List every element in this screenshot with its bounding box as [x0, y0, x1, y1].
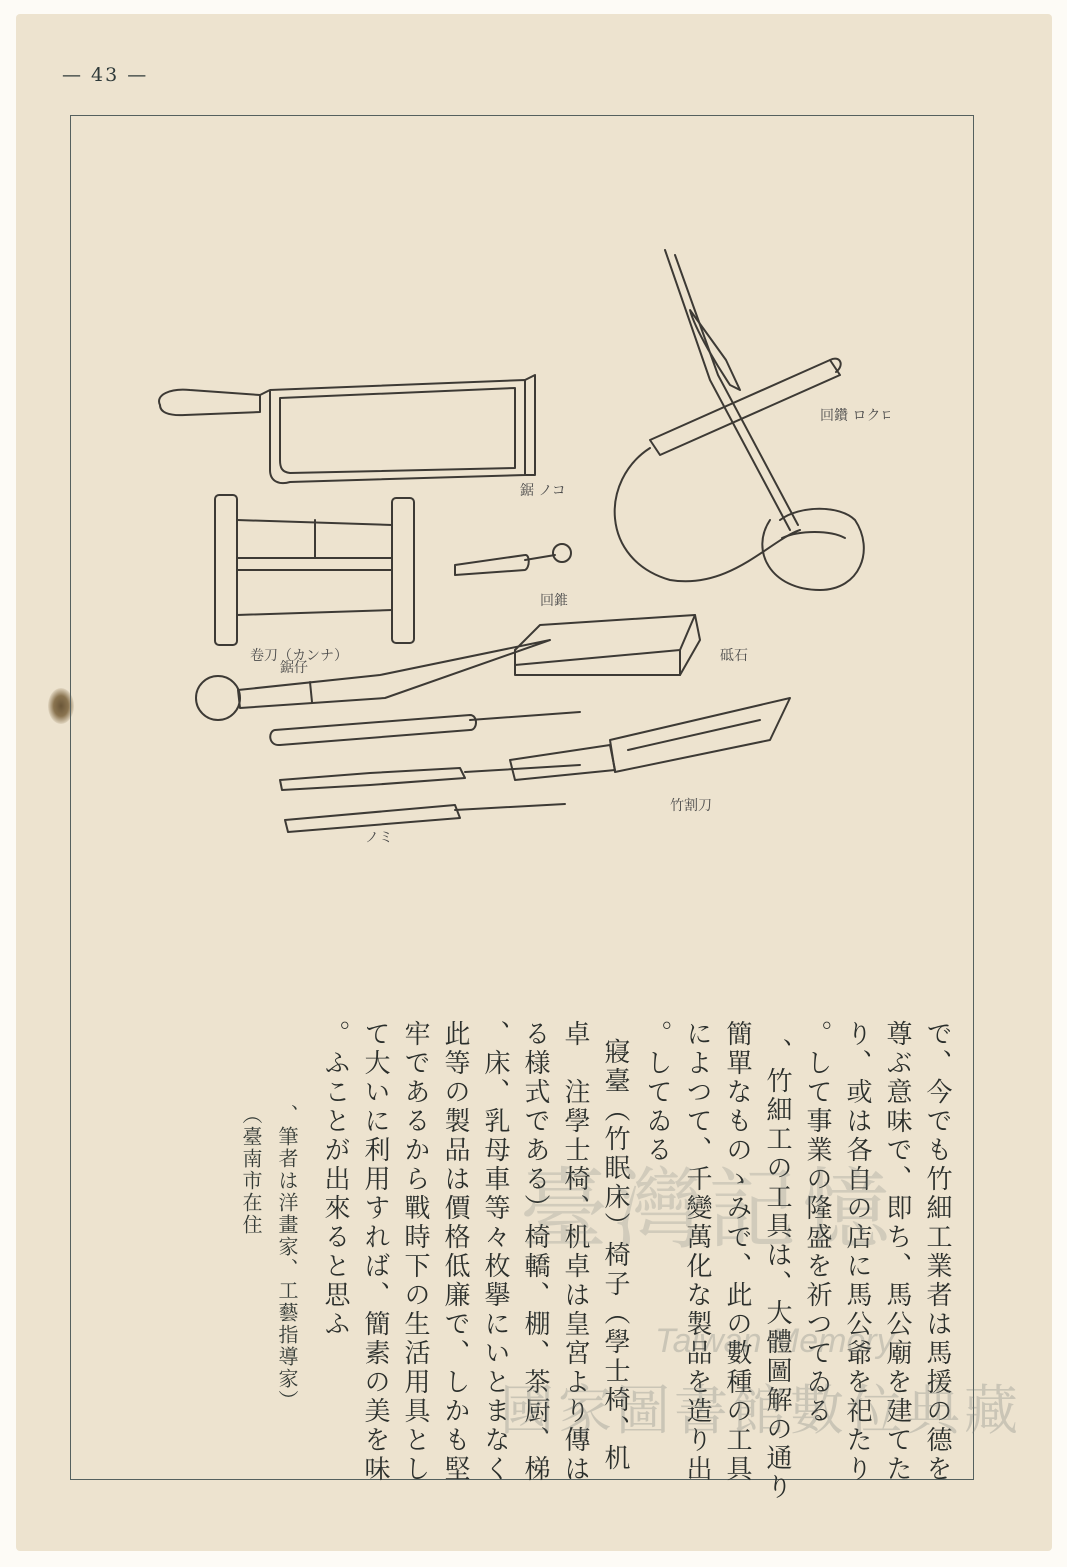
text-column: してゐる。	[642, 1020, 672, 1165]
text-column: して事業の隆盛を祈つてゐる。	[802, 1020, 832, 1426]
author-note: （筆者は洋畫家、工藝指導家、	[275, 1104, 299, 1412]
author-note: 臺南市在住）	[239, 1104, 263, 1236]
whetstone-sketch	[515, 615, 700, 675]
saw-label: 鋸 ノコ	[520, 483, 566, 499]
tool-illustration	[130, 220, 890, 870]
page-number: — 43 —	[62, 64, 149, 86]
watermark-title: 臺灣記憶	[520, 1158, 897, 1261]
text-column: によつて、千變萬化な製品を造り出	[682, 1020, 712, 1484]
frame-saw-label: 鋸仔	[280, 660, 308, 676]
chisel-label: ノミ	[365, 830, 393, 846]
plane-label: 卷刀（カンナ）	[250, 648, 348, 664]
text-column: 簡單なものゝみで、此の數種の工具	[722, 1020, 752, 1484]
whetstone-label: 砥石	[720, 648, 748, 664]
text-column: ふことが出來ると思ふ。	[320, 1020, 350, 1339]
text-column: 竹細工の工具は、大體圖解の通り、	[762, 1038, 792, 1502]
text-column: 卓 注學士椅、机卓は皇宮より傳は	[560, 1020, 590, 1484]
text-column: る様式である）椅轎、棚、茶厨、梯	[520, 1020, 550, 1484]
chisel-sketch	[270, 712, 580, 832]
knife-label: 竹割刀	[670, 798, 712, 814]
text-column: 此等の製品は價格低廉で、しかも堅	[440, 1020, 470, 1484]
text-column: 牢であるから戰時下の生活用具とし	[400, 1020, 430, 1484]
watermark-library: 國家圖書館數位典藏	[500, 1379, 1022, 1442]
drill-label: 回鑽 ロクロ	[820, 408, 890, 424]
awl-label: 回錐	[540, 593, 568, 609]
text-column: て大いに利用すれば、簡素の美を味	[360, 1020, 390, 1484]
text-column: り、或は各自の店に馬公爺を祀たり	[842, 1020, 872, 1484]
awl-sketch	[455, 544, 571, 575]
hacksaw-sketch	[159, 375, 535, 483]
text-column: で、今でも竹細工業者は馬援の德を	[922, 1020, 952, 1484]
watermark-subtitle: Taiwan Memory	[655, 1322, 894, 1360]
frame-saw-sketch	[215, 495, 414, 645]
text-column: 床、乳母車等々枚擧にいとまなく、	[480, 1020, 510, 1484]
text-column: 尊ぶ意味で、即ち、馬公廟を建てた	[882, 1020, 912, 1484]
tool-sketches	[130, 220, 890, 870]
text-column: 寢臺（竹眠床）椅子（學士椅、机	[600, 1038, 630, 1473]
